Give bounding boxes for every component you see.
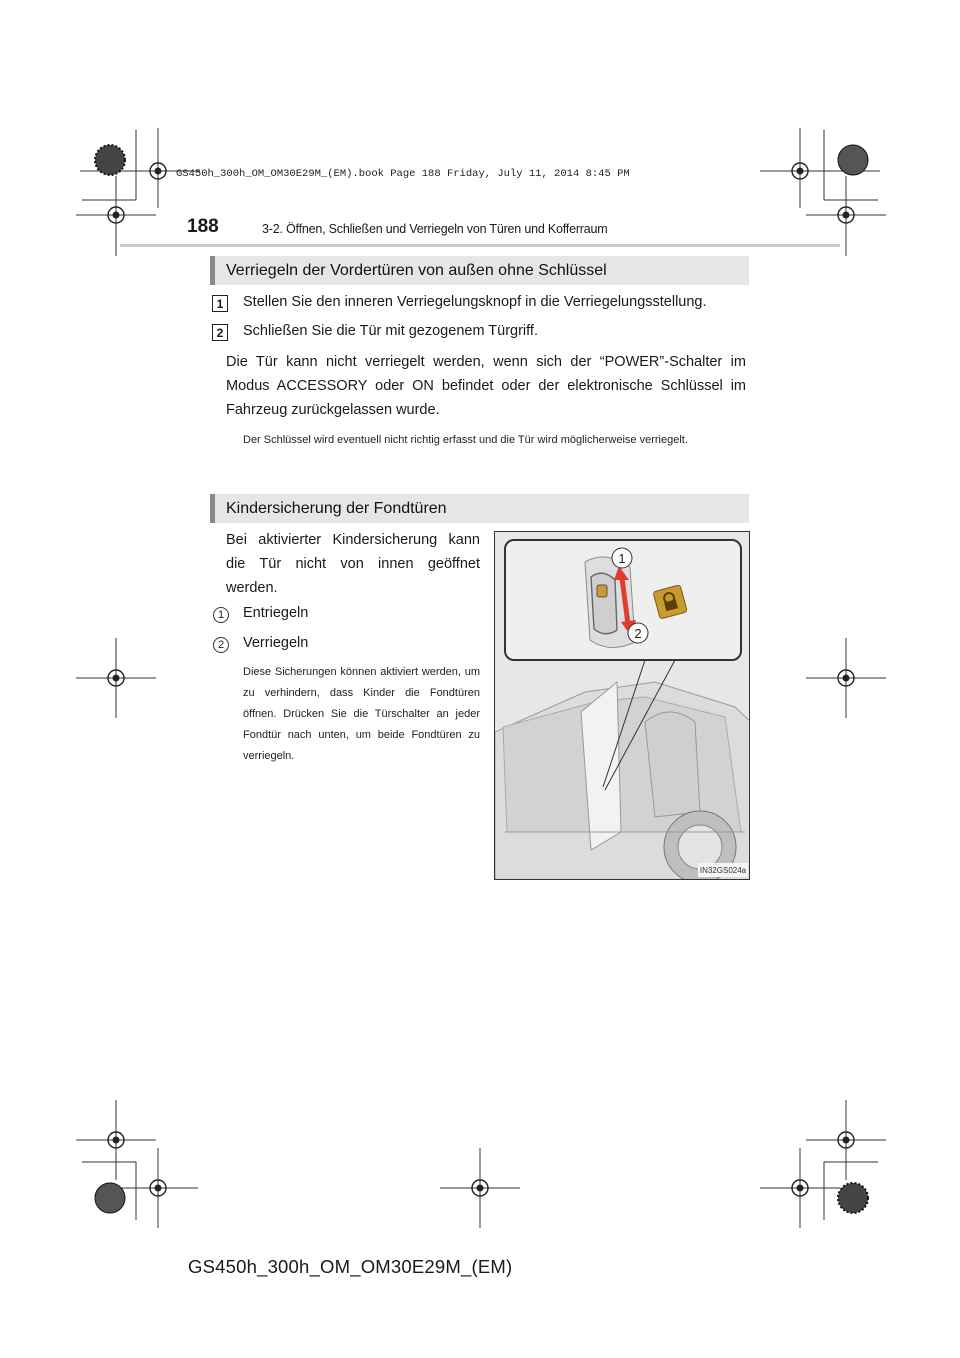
item-number-2: 2 (213, 637, 229, 653)
step-2-text: Schließen Sie die Tür mit gezogenem Türgriff. (243, 323, 538, 339)
child-lock-note: Diese Sicherungen können aktiviert werden, um zu verhindern, dass Kinder die Fondtüren öffnen. Drücken Sie die Türschalter an jeder Fondtür nach unten, um beide Fondtüren zu verriegeln. (243, 666, 480, 762)
step-number-1: 1 (212, 295, 228, 312)
section-heading-child-lock: Kindersicherung der Fondtüren (210, 494, 749, 523)
item-unlock-label: Entriegeln (243, 605, 309, 621)
figure-code: IN32GS024a (699, 866, 747, 875)
exterior-lock-note: Der Schlüssel wird eventuell nicht richtig erfasst und die Tür wird möglicherweise verriegelt. (243, 434, 688, 446)
item-number-1: 1 (213, 607, 229, 623)
callout-2-label: 2 (634, 626, 642, 641)
book-imprint: GS450h_300h_OM_OM30E29M_(EM).book Page 188 Friday, July 11, 2014 8:45 PM (176, 168, 630, 180)
child-lock-paragraph: Bei aktivierter Kindersicherung kann die Tür nicht von innen geöffnet werden. (226, 532, 480, 596)
exterior-lock-paragraph: Die Tür kann nicht verriegelt werden, wenn sich der “POWER”-Schalter im Modus ACCESSORY oder ON befindet oder der elektronische Schlüssel im Fahrzeug zurückgelassen wurde. (226, 354, 746, 418)
step-1-text: Stellen Sie den inneren Verriegelungsknopf in die Verriegelungsstellung. (243, 294, 707, 310)
child-lock-illustration (494, 531, 750, 880)
car-door-illustration (495, 532, 750, 880)
section-heading-exterior-lock: Verriegeln der Vordertüren von außen ohne Schlüssel (210, 256, 749, 285)
chapter-title: 3-2. Öffnen, Schließen und Verriegeln von Türen und Kofferraum (262, 222, 608, 236)
step-number-2: 2 (212, 324, 228, 341)
callout-1-label: 1 (618, 551, 626, 566)
item-lock-label: Verriegeln (243, 635, 309, 651)
document-footer: GS450h_300h_OM_OM30E29M_(EM) (188, 1256, 513, 1277)
header-rule (120, 244, 840, 247)
page-number: 188 (187, 216, 219, 237)
